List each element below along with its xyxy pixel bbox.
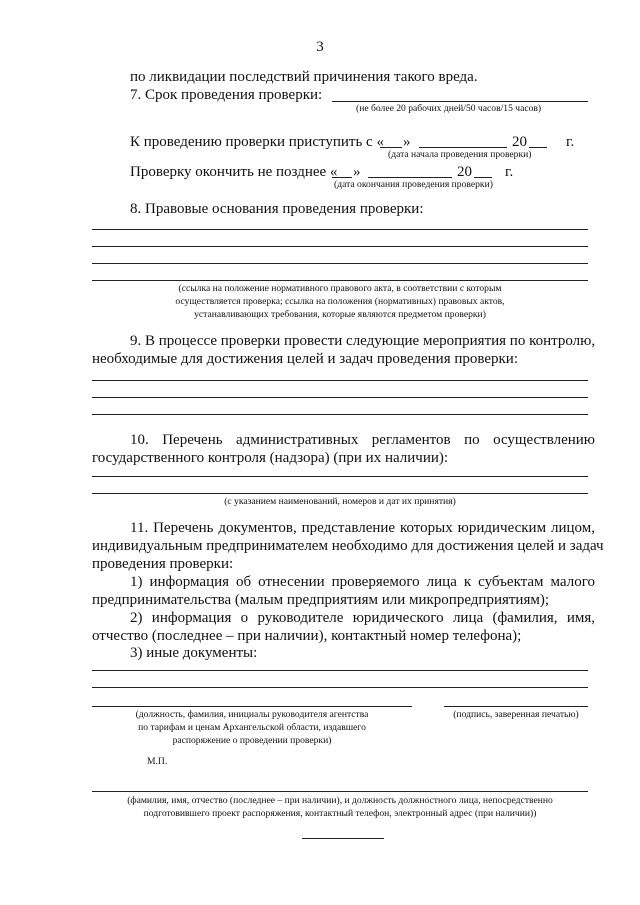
item-2-line-2: отчество (последнее – при наличии), контактный номер телефона); [92,628,522,644]
start-month-line [419,147,507,148]
section-11-line-1: 11. Перечень документов, представление которых юридическим лицом, [130,520,595,536]
signature-line [444,706,588,707]
start-year-line [529,147,547,148]
fill-line [92,414,588,415]
start-day-line [380,147,402,148]
fill-line [92,476,588,477]
legal-basis-note-2: осуществляется проверка; ссылка на положения (нормативных) правовых актов, [175,296,505,307]
legal-basis-note-1: (ссылка на положение нормативного правового акта, в соответствии с которым [178,283,502,294]
regulations-note: (с указанием наименований, номеров и дат их принятия) [224,496,456,507]
end-date-label: Проверку окончить не позднее « [130,164,338,180]
item-3: 3) иные документы: [130,645,258,661]
preparer-note-1: (фамилия, имя, отчество (последнее – при наличии), и должность должностного лица, непосредственно [127,795,553,806]
item-2-line-1: 2) информация о руководителе юридического лица (фамилия, имя, [130,610,595,626]
end-year-suffix: г. [505,164,514,180]
stamp-place: М.П. [147,756,168,767]
section-11-line-3: проведения проверки: [92,556,234,572]
signature-note: (подпись, заверенная печатью) [453,709,579,720]
item-1-line-1: 1) информация об отнесении проверяемого лица к субъектам малого [130,574,595,590]
section-10-line-2: государственного контроля (надзора) (при их наличии): [92,450,449,466]
term-field-line [332,101,588,102]
fill-line [92,263,588,264]
section-9-line-2: необходимые для достижения целей и задач проведения проверки: [92,351,519,367]
start-date-label: К проведению проверки приступить с « [130,134,384,150]
end-year-line [474,177,492,178]
section-9-line-1: 9. В процессе проверки провести следующие мероприятия по контролю, [130,333,596,349]
start-date-note: (дата начала проведения проверки) [388,149,532,160]
fill-line [92,280,588,281]
end-month-line [368,177,452,178]
fill-line [92,670,588,671]
paragraph-continuation: по ликвидации последствий причинения такого вреда. [130,69,478,85]
legal-basis-note-3: устанавливающих требования, которые являются предметом проверки) [194,309,486,320]
end-divider [302,838,384,839]
signatory-note-3: распоряжение о проведении проверки) [172,735,332,746]
page-number: 3 [316,39,324,55]
end-day-line [332,177,352,178]
start-year-prefix: 20 [512,134,527,150]
fill-line [92,687,588,688]
item-1-line-2: предпринимательства (малым предприятиям или микропредприятиям); [92,592,550,608]
signatory-note-1: (должность, фамилия, инициалы руководителя агентства [135,709,369,720]
start-quote-close: » [403,134,411,150]
fill-line [92,380,588,381]
end-quote-close: » [353,164,361,180]
section-7-title: 7. Срок проведения проверки: [130,87,323,103]
fill-line [92,493,588,494]
section-11-line-2: индивидуальным предпринимателем необходимо для достижения целей и задач [92,538,604,554]
fill-line [92,397,588,398]
fill-line [92,229,588,230]
term-note: (не более 20 рабочих дней/50 часов/15 часов) [356,103,542,114]
end-date-note: (дата окончания проведения проверки) [334,179,493,190]
section-10-line-1: 10. Перечень административных регламентов по осуществлению [130,432,595,448]
end-year-prefix: 20 [457,164,472,180]
signatory-line [92,706,412,707]
preparer-line [92,791,588,792]
start-year-suffix: г. [566,134,575,150]
preparer-note-2: подготовившего проект распоряжения, контактный телефон, электронный адрес (при наличии)) [143,808,537,819]
section-8-title: 8. Правовые основания проведения проверки: [130,201,424,217]
fill-line [92,246,588,247]
signatory-note-2: по тарифам и ценам Архангельской области, издавшего [138,722,366,733]
